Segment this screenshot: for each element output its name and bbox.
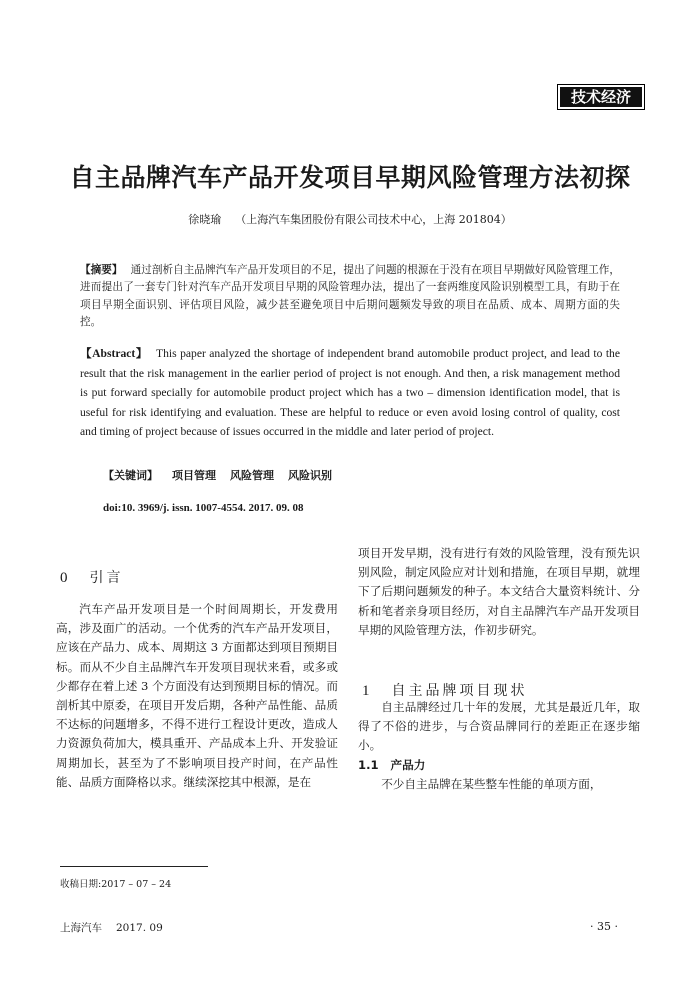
abstract-zh-text: 通过剖析自主品牌汽车产品开发项目的不足，提出了问题的根源在于没有在项目早期做好风险管理工作，进而提出了一套专门针对汽车产品开发项目早期的风险管理办法，提出了一套两维度风险识别模型工具，有助于在项目早期全面识别、评估项目风险，减少甚至避免项目中后期问题频发导致的项目在品质、成本、周期方面的失控。 bbox=[80, 264, 621, 329]
right-column bbox=[358, 544, 640, 794]
article-title: 自主品牌汽车产品开发项目早期风险管理方法初探 bbox=[69, 163, 631, 192]
keyword: 项目管理 bbox=[172, 469, 216, 482]
byline bbox=[0, 211, 700, 227]
section-heading-status bbox=[362, 680, 528, 700]
intro-paragraph: 汽车产品开发项目是一个时间周期长，开发费用高，涉及面广的活动。一个优秀的汽车产品开发项目，应该在产品力、成本、周期这 3 方面都达到项目预期目标。而从不少自主品牌汽车开发项目现状来看，或多或少都存在着上述 3 个方面没有达到预期目标的情况。而剖析其中原委，在项目开发后期，各种产品性能、品质不达标的问题增多，不得不进行工程设计更改，造成人力资源负荷加大，模具重开、产品成本上升、开发验证周期加长，甚至为了不影响项目投产时间，在产品性能、品质方面降格以求。继续深挖其中根源，是在 bbox=[56, 602, 338, 789]
section-title: 自主品牌项目现状 bbox=[391, 683, 528, 699]
intro-paragraph-continued: 项目开发早期，没有进行有效的风险管理，没有预先识别风险，制定风险应对计划和措施，在项目早期，就埋下了后期问题频发的种子。本文结合大量资料统计、分析和笔者亲身项目经历，对自主品牌汽车产品开发项目早期的风险管理方法，作初步研究。 bbox=[358, 546, 640, 637]
section1-paragraph: 自主品牌经过几十年的发展，尤其是最近几年，取得了不俗的进步，与合资品牌同行的差距正在逐步缩小。 bbox=[358, 700, 640, 753]
journal-issue: 2017. 09 bbox=[116, 922, 163, 934]
keyword: 风险管理 bbox=[230, 469, 274, 482]
abstract-zh bbox=[80, 262, 620, 332]
subsection-number: 1.1 bbox=[358, 757, 379, 772]
subsection-paragraph: 不少自主品牌在某些整车性能的单项方面， bbox=[381, 776, 602, 791]
page-number: · 35 · bbox=[590, 920, 618, 933]
abstract-zh-label: 【摘要】 bbox=[80, 264, 123, 276]
journal-footer bbox=[60, 920, 177, 935]
section-heading-introduction bbox=[60, 567, 124, 587]
subsection-title: 产品力 bbox=[390, 757, 426, 772]
abstract-en-text: This paper analyzed the shortage of independent brand automobile product project, and lead to the result that the risk management in the earlier period of project is not enough. And then, a risk management method is put forward specially for automobile product project which has a two – dimension identification model, that is useful for risk identifying and evaluation. These are helpful to reduce or even avoid losing control of quality, cost and timing of project because of issues occurred in the middle and later period of project. bbox=[80, 347, 620, 439]
abstract-en-label: 【Abstract】 bbox=[80, 347, 149, 360]
affiliation: （上海汽车集团股份有限公司技术中心，上海 201804） bbox=[235, 213, 512, 226]
keywords-label: 【关键词】 bbox=[103, 469, 158, 482]
section-number: 0 bbox=[60, 570, 68, 586]
subsection-heading bbox=[358, 756, 640, 775]
received-date-footnote: 收稿日期:2017 – 07 – 24 bbox=[60, 879, 172, 890]
left-column bbox=[56, 600, 338, 792]
keywords bbox=[103, 467, 346, 483]
journal-name: 上海汽车 bbox=[60, 922, 102, 934]
section-badge: 技术经济 bbox=[557, 84, 645, 110]
keyword: 风险识别 bbox=[288, 469, 332, 482]
footnote-divider bbox=[60, 866, 208, 867]
section-title: 引言 bbox=[89, 570, 124, 586]
abstract-en bbox=[80, 344, 620, 442]
doi: doi:10. 3969/j. issn. 1007-4554. 2017. 09. 08 bbox=[103, 502, 304, 514]
section-number: 1 bbox=[362, 683, 370, 699]
author: 徐晓瑜 bbox=[188, 213, 222, 226]
